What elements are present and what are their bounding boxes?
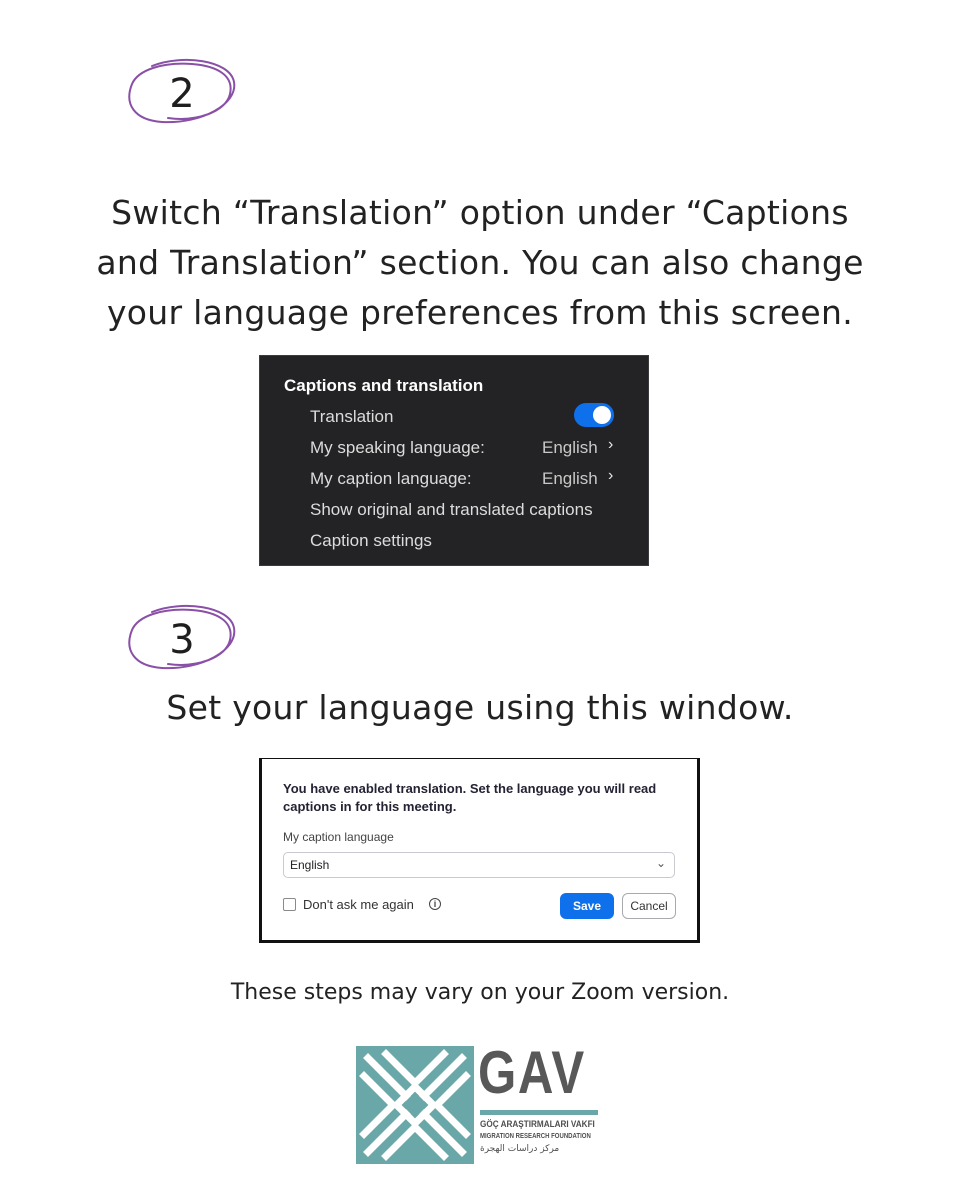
logo-arabic-name: مركز دراسات الهجرة	[480, 1144, 560, 1154]
speaking-language-label: My speaking language:	[310, 438, 485, 457]
cancel-button[interactable]: Cancel	[622, 893, 676, 919]
speaking-language-value: English	[542, 438, 598, 457]
save-button[interactable]: Save	[560, 893, 614, 919]
step-3-instruction: Set your language using this window.	[166, 688, 794, 727]
captions-panel-heading: Captions and translation	[284, 376, 484, 395]
logo-english-name: MIGRATION RESEARCH FOUNDATION	[480, 1133, 591, 1140]
toggle-knob	[593, 406, 611, 424]
show-original-label: Show original and translated captions	[310, 500, 593, 519]
speaking-language-row[interactable]	[310, 438, 618, 462]
logo-turkish-name: GÖÇ ARAŞTIRMALARI VAKFI	[480, 1119, 595, 1130]
step-2-instruction	[40, 188, 920, 338]
instruction-line: Switch “Translation” option under “Captions	[111, 193, 849, 232]
footnote: These steps may vary on your Zoom version.	[230, 980, 730, 1005]
gav-logo	[356, 1040, 606, 1170]
translation-toggle[interactable]	[574, 403, 614, 427]
caption-language-select[interactable]	[283, 852, 675, 878]
dont-ask-again-label[interactable]: Don't ask me again	[303, 897, 414, 912]
caption-settings-label: Caption settings	[310, 531, 432, 550]
caption-language-value: English	[542, 469, 598, 488]
captions-translation-panel	[259, 355, 649, 566]
step-2-badge	[122, 54, 242, 134]
selected-language: English	[290, 858, 330, 872]
dialog-message: You have enabled translation. Set the language you will read captions in for this meeting.	[283, 781, 657, 814]
chevron-down-icon: ⌄	[655, 856, 666, 870]
translation-language-dialog	[259, 758, 700, 943]
logo-divider	[480, 1110, 598, 1115]
translation-label: Translation	[310, 407, 394, 426]
info-icon[interactable]: i	[429, 898, 441, 910]
caption-language-field-label: My caption language	[283, 830, 394, 844]
gav-wordmark: GAV	[478, 1039, 586, 1106]
instruction-line: and Translation” section. You can also change	[96, 243, 864, 282]
chevron-right-icon: ›	[608, 467, 614, 484]
caption-language-row[interactable]	[310, 469, 618, 493]
gav-emblem-icon	[356, 1046, 474, 1164]
step-3-badge	[122, 600, 242, 680]
translation-row[interactable]	[310, 407, 618, 431]
caption-settings-row[interactable]	[310, 531, 618, 555]
step-number: 2	[169, 71, 195, 117]
step-number: 3	[169, 617, 195, 663]
caption-language-label: My caption language:	[310, 469, 472, 488]
instruction-line: your language preferences from this screen.	[106, 293, 854, 332]
show-original-row[interactable]	[310, 500, 618, 524]
dont-ask-again-checkbox[interactable]	[283, 898, 296, 911]
chevron-right-icon: ›	[608, 436, 614, 453]
